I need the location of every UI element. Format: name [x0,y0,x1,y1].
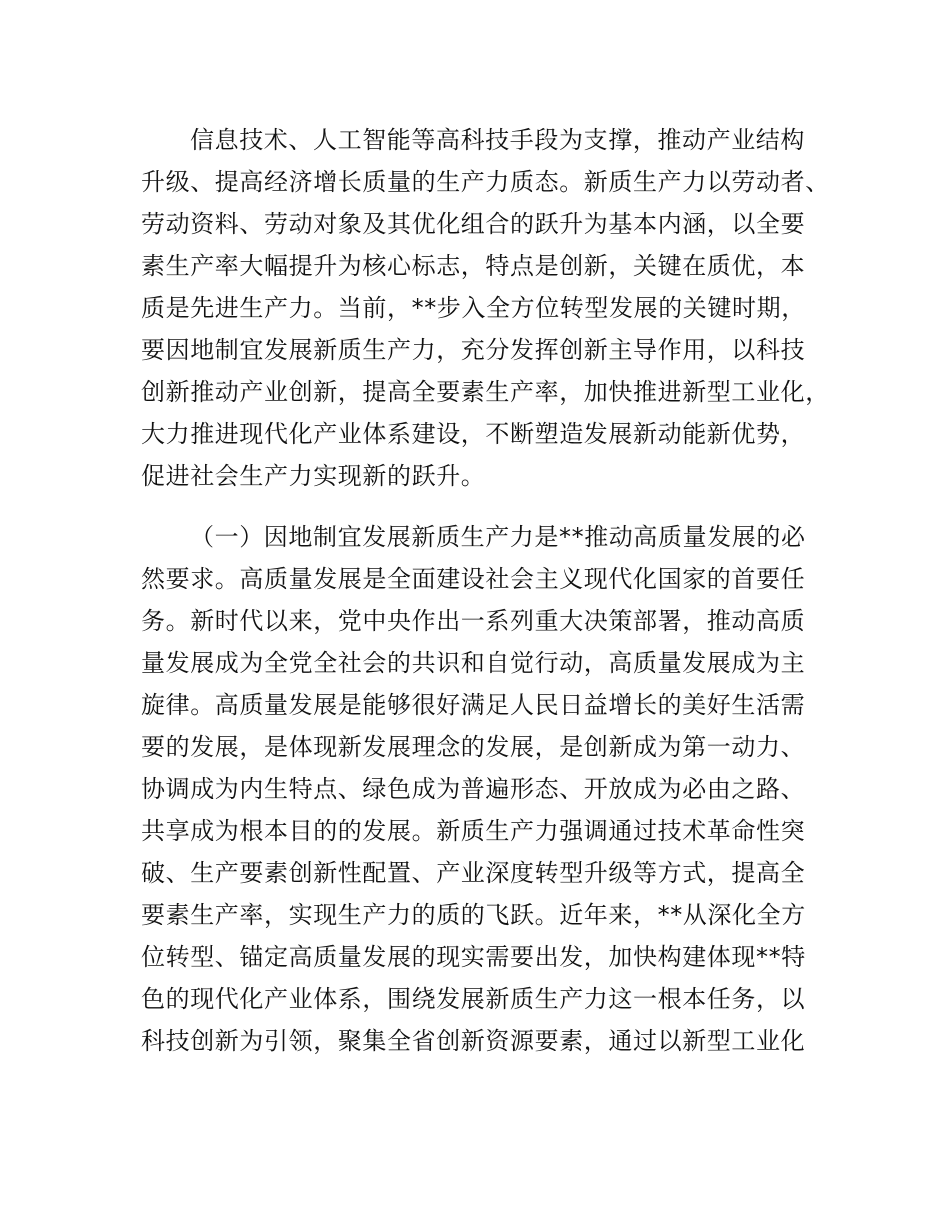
body-text-line: 大力推进现代化产业体系建设，不断塑造发展新动能新优势， [141,420,806,448]
section-heading-line: （一）因地制宜发展新质生产力是**推动高质量发展的必 [190,523,806,551]
body-text-line: 信息技术、人工智能等高科技手段为支撑，推动产业结构 [190,126,805,154]
body-text-line: 然要求。高质量发展是全面建设社会主义现代化国家的首要任 [141,565,806,593]
body-text-line: 素生产率大幅提升为核心标志，特点是创新，关键在质优，本 [141,252,806,280]
body-text-line: 共享成为根本目的的发展。新质生产力强调通过技术革命性突 [141,817,806,845]
body-text-line: 创新推动产业创新，提高全要素生产率，加快推进新型工业化， [141,378,830,406]
body-text-line: 要的发展，是体现新发展理念的发展，是创新成为第一动力、 [141,733,806,761]
body-text-line: 科技创新为引领，聚集全省创新资源要素，通过以新型工业化 [141,1027,806,1055]
body-text-line: 量发展成为全党全社会的共识和自觉行动，高质量发展成为主 [141,649,806,677]
body-text-line: 务。新时代以来，党中央作出一系列重大决策部署，推动高质 [141,607,806,635]
body-text-line: 升级、提高经济增长质量的生产力质态。新质生产力以劳动者、 [141,168,830,196]
body-text-line: 协调成为内生特点、绿色成为普遍形态、开放成为必由之路、 [141,775,806,803]
body-text-line: 旋律。高质量发展是能够很好满足人民日益增长的美好生活需 [141,691,806,719]
body-text-line: 色的现代化产业体系，围绕发展新质生产力这一根本任务，以 [141,985,806,1013]
body-text-line: 劳动资料、劳动对象及其优化组合的跃升为基本内涵，以全要 [141,210,806,238]
body-text-line: 要因地制宜发展新质生产力，充分发挥创新主导作用，以科技 [141,336,806,364]
body-text-line: 促进社会生产力实现新的跃升。 [141,462,486,490]
body-text-line: 破、生产要素创新性配置、产业深度转型升级等方式，提高全 [141,859,806,887]
body-text-line: 位转型、锚定高质量发展的现实需要出发，加快构建体现**特 [141,943,806,971]
body-text-line: 要素生产率，实现生产力的质的飞跃。近年来，**从深化全方 [141,901,806,929]
body-text-line: 质是先进生产力。当前，**步入全方位转型发展的关键时期， [141,294,806,322]
